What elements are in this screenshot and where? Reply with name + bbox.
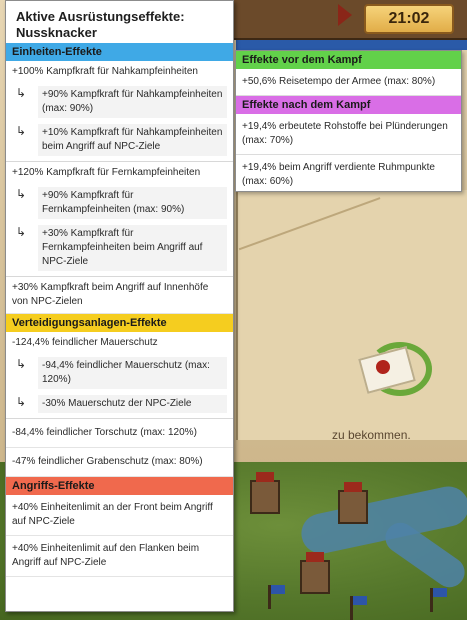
sub-effect-row: [6, 222, 233, 274]
sub-effect-row: [6, 354, 233, 392]
sub-arrow-icon: ↳: [16, 225, 27, 239]
equipment-effects-tooltip: [5, 0, 234, 612]
sub-arrow-icon: ↳: [16, 357, 27, 371]
sub-effect-row: [6, 392, 233, 416]
game-clock: 21:02: [364, 4, 454, 34]
tooltip-title: Aktive Ausrüstungseffekte: Nussknacker: [16, 9, 185, 40]
effect-row: +19,4% beim Angriff verdiente Ruhmpunkte (max: 60%): [242, 162, 435, 187]
background-partial-text: zu bekommen.: [332, 428, 411, 442]
effect-row: +120% Kampfkraft für Fernkampfeinheiten: [12, 167, 201, 178]
effect-row: +50,6% Reisetempo der Armee (max: 80%): [236, 69, 461, 96]
sub-effect-text: +30% Kampfkraft für Fernkampfeinheiten beim Angriff auf NPC-Ziele: [38, 225, 227, 271]
section-heading-after-battle: Effekte nach dem Kampf: [236, 96, 461, 114]
castle-icon[interactable]: [250, 480, 280, 514]
effect-row: -47% feindlicher Grabenschutz (max: 80%): [6, 448, 233, 477]
sub-effect-text: +10% Kampfkraft für Nahkampfeinheiten beim Angriff auf NPC-Ziele: [38, 124, 227, 156]
melee-effect-group: [6, 61, 233, 162]
message-letter-icon[interactable]: [362, 338, 434, 396]
sub-effect-row: [6, 121, 233, 159]
sub-effect-text: -94,4% feindlicher Mauerschutz (max: 120%): [38, 357, 227, 389]
flag-icon: [350, 596, 353, 620]
castle-icon[interactable]: [300, 560, 330, 594]
wall-effect-group: [6, 332, 233, 419]
section-heading-attack: Angriffs-Effekte: [6, 477, 233, 495]
battle-effects-panel: [235, 50, 462, 192]
sub-effect-text: +90% Kampfkraft für Fernkampfeinheiten (max: 90%): [38, 187, 227, 219]
effect-row: +100% Kampfkraft für Nahkampfeinheiten: [12, 66, 198, 77]
sub-effect-row: [6, 184, 233, 222]
flag-icon: [268, 585, 271, 609]
effect-row: -84,4% feindlicher Torschutz (max: 120%): [6, 419, 233, 448]
flag-icon: [430, 588, 433, 612]
effect-row: +30% Kampfkraft beim Angriff auf Innenhöfe von NPC-Zielen: [6, 277, 233, 314]
effect-row: +40% Einheitenlimit auf den Flanken beim Angriff auf NPC-Ziele: [6, 536, 233, 577]
sub-effect-row: [6, 83, 233, 121]
effect-row: +40% Einheitenlimit an der Front beim Angriff auf NPC-Ziele: [6, 495, 233, 536]
castle-icon[interactable]: [338, 490, 368, 524]
effect-row: +19,4% erbeutete Rohstoffe bei Plünderungen (max: 70%): [236, 114, 461, 155]
sub-effect-text: +90% Kampfkraft für Nahkampfeinheiten (max: 90%): [38, 86, 227, 118]
section-heading-defense: Verteidigungsanlagen-Effekte: [6, 314, 233, 332]
blue-strip: [236, 40, 467, 50]
ranged-effect-group: [6, 162, 233, 277]
sub-arrow-icon: ↳: [16, 395, 27, 409]
sub-arrow-icon: ↳: [16, 187, 27, 201]
sub-effect-text: -30% Mauerschutz der NPC-Ziele: [38, 395, 227, 413]
section-heading-before-battle: Effekte vor dem Kampf: [236, 51, 461, 69]
effect-row: -124,4% feindlicher Mauerschutz: [12, 337, 158, 348]
sub-arrow-icon: ↳: [16, 124, 27, 138]
wax-seal-icon: [376, 360, 390, 374]
section-heading-units: Einheiten-Effekte: [6, 43, 233, 61]
sub-arrow-icon: ↳: [16, 86, 27, 100]
